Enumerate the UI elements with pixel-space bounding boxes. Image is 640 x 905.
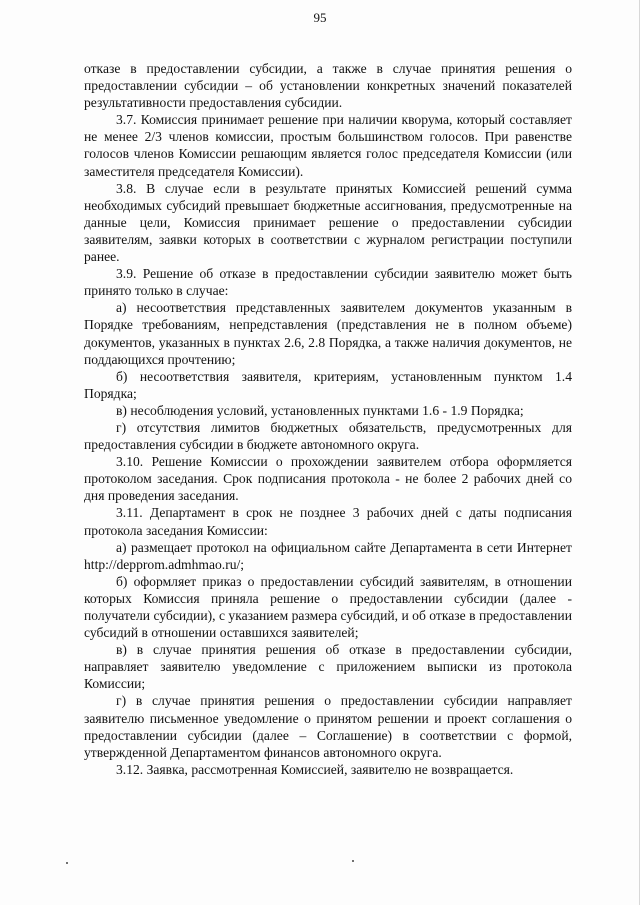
paragraph: б) несоответствия заявителя, критериям, установленным пунктом 1.4 Порядка; <box>84 368 572 401</box>
paragraph: 3.12. Заявка, рассмотренная Комиссией, заявителю не возвращается. <box>116 761 514 777</box>
paragraph: г) в случае принятия решения о предоставлении субсидии направляет заявителю письменное уведомление о принятом решении и проект соглашения о предоставлении субсидии (далее – Соглашение) в соответствии с формой, утвержденной Департаментом финансов автономного округа. <box>84 693 572 760</box>
paragraph: г) отсутствия лимитов бюджетных обязательств, предусмотренных для предоставления субсидии в бюджете автономного округа. <box>84 419 572 453</box>
paragraph: а) размещает протокол на официальном сайте Департамента в сети Интернет http://depprom.admhmao.ru/; <box>84 539 572 572</box>
paragraph: 3.10. Решение Комиссии о прохождении заявителем отбора оформляется протоколом заседания. Срок подписания протокола - не более 2 рабочих дней со дня проведения заседания. <box>84 454 572 504</box>
paragraph: б) оформляет приказ о предоставлении субсидий заявителям, в отношении которых Комиссия приняла решение о предоставлении субсидии (далее - получатели субсидии), с указанием размера субсидий, и об отказе в предоставлении субсидий в отношении оставшихся заявителей; <box>84 573 572 641</box>
paragraph: а) несоответствия представленных заявителем документов указанным в Порядке требованиям, непредставления (представления не в полном объеме) документов, указанных в пунктах 2.6, 2.8 Порядка, а также наличия документов, не поддающихся прочтению; <box>84 300 572 367</box>
scan-speck <box>352 860 354 862</box>
paragraph: 3.11. Департамент в срок не позднее 3 рабочих дней с даты подписания протокола заседания Комиссии: <box>84 505 572 538</box>
document-text <box>84 60 572 778</box>
paragraph: в) в случае принятия решения об отказе в предоставлении субсидии, направляет заявителю уведомление с приложением выписки из протокола Комиссии; <box>84 642 572 692</box>
paragraph: отказе в предоставлении субсидии, а также в случае принятия решения о предоставлении субсидии – об установлении конкретных значений показателей результативности предоставления субсидии. <box>84 61 572 111</box>
paragraph: 3.8. В случае если в результате принятых Комиссией решений сумма необходимых субсидий превышает бюджетные ассигнования, предусмотренные на данные цели, Комиссия принимает решение о предоставлении субсидии заявителям, заявки которых в соответствии с журналом регистрации поступили ранее. <box>84 180 572 265</box>
paragraph: 3.9. Решение об отказе в предоставлении субсидии заявителю может быть принято только в случае: <box>84 266 572 299</box>
scan-speck <box>66 862 68 864</box>
paragraph: 3.7. Комиссия принимает решение при наличии кворума, который составляет не менее 2/3 членов комиссии, простым большинством голосов. При равенстве голосов членов Комиссии решающим является голос председателя Комиссии (или заместителя председателя Комиссии). <box>84 112 572 179</box>
page-number: 95 <box>313 10 327 25</box>
paragraph: в) несоблюдения условий, установленных пунктами 1.6 - 1.9 Порядка; <box>116 402 524 418</box>
